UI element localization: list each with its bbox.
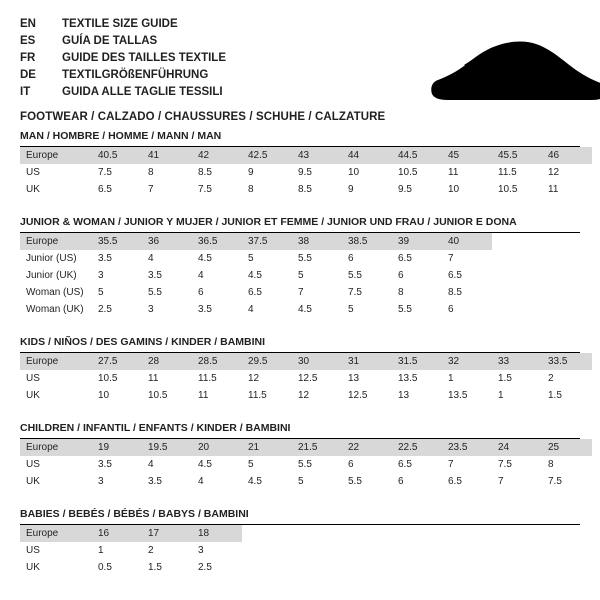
size-cell: 5.5 bbox=[348, 476, 362, 487]
table-row bbox=[20, 559, 242, 576]
size-cell: 1.5 bbox=[148, 562, 162, 573]
table-row bbox=[20, 370, 592, 387]
size-cell: 10.5 bbox=[148, 390, 168, 401]
size-cell: 7 bbox=[448, 459, 454, 470]
size-cell: 43 bbox=[292, 147, 342, 164]
size-cell: 4 bbox=[248, 304, 254, 315]
size-cell: 4 bbox=[148, 253, 154, 264]
size-cell: 45 bbox=[442, 147, 492, 164]
dress-shoe-icon bbox=[418, 38, 600, 108]
size-cell: 21.5 bbox=[292, 439, 342, 456]
size-cell: 12 bbox=[298, 390, 310, 401]
size-cell: 1 bbox=[498, 390, 504, 401]
size-cell: 18 bbox=[192, 525, 242, 542]
size-cell: 29.5 bbox=[242, 353, 292, 370]
size-cell: 3 bbox=[98, 476, 104, 487]
size-cell: 7.5 bbox=[198, 184, 212, 195]
size-cell: 30 bbox=[292, 353, 342, 370]
size-cell: 13 bbox=[348, 373, 360, 384]
row-label: Europe bbox=[20, 353, 92, 370]
page-header bbox=[20, 16, 580, 123]
size-cell: 9.5 bbox=[398, 184, 412, 195]
size-cell: 3.5 bbox=[148, 270, 162, 281]
size-table bbox=[20, 147, 592, 198]
size-cell: 8 bbox=[398, 287, 404, 298]
table-row bbox=[20, 353, 592, 370]
size-cell: 4 bbox=[198, 270, 204, 281]
size-cell: 3 bbox=[198, 545, 204, 556]
size-cell: 6 bbox=[348, 459, 354, 470]
size-cell: 2.5 bbox=[198, 562, 212, 573]
table-row bbox=[20, 250, 492, 267]
size-cell: 41 bbox=[142, 147, 192, 164]
size-cell: 10.5 bbox=[398, 167, 418, 178]
size-cell: 36 bbox=[142, 233, 192, 250]
size-cell: 3.5 bbox=[98, 253, 112, 264]
size-cell: 5.5 bbox=[298, 253, 312, 264]
row-label: US bbox=[26, 167, 40, 178]
size-cell: 11.5 bbox=[198, 373, 217, 384]
size-cell: 42.5 bbox=[242, 147, 292, 164]
size-cell: 46 bbox=[542, 147, 592, 164]
language-title: GUIDA ALLE TAGLIE TESSILI bbox=[62, 86, 223, 98]
size-cell: 6 bbox=[398, 270, 404, 281]
size-cell: 5 bbox=[298, 270, 304, 281]
size-cell: 5 bbox=[248, 459, 254, 470]
size-cell: 7.5 bbox=[548, 476, 562, 487]
size-cell: 4.5 bbox=[198, 459, 212, 470]
language-code: DE bbox=[20, 69, 36, 81]
size-cell: 8.5 bbox=[448, 287, 462, 298]
size-cell: 6.5 bbox=[448, 270, 462, 281]
size-cell: 5 bbox=[98, 287, 104, 298]
size-cell: 10 bbox=[348, 167, 360, 178]
table-row bbox=[20, 473, 592, 490]
size-cell: 28.5 bbox=[192, 353, 242, 370]
size-cell: 4 bbox=[148, 459, 154, 470]
size-cell: 33.5 bbox=[542, 353, 592, 370]
size-cell: 5 bbox=[248, 253, 254, 264]
size-cell: 8 bbox=[248, 184, 254, 195]
size-cell: 9 bbox=[348, 184, 354, 195]
size-cell: 45.5 bbox=[492, 147, 542, 164]
row-label: UK bbox=[26, 184, 40, 195]
size-cell: 6.5 bbox=[248, 287, 262, 298]
size-cell: 5 bbox=[348, 304, 354, 315]
table-row bbox=[20, 284, 492, 301]
size-cell: 6 bbox=[398, 476, 404, 487]
size-cell: 25 bbox=[542, 439, 592, 456]
size-cell: 2.5 bbox=[98, 304, 112, 315]
size-cell: 12 bbox=[548, 167, 560, 178]
size-cell: 5.5 bbox=[298, 459, 312, 470]
size-cell: 1 bbox=[98, 545, 104, 556]
table-row bbox=[20, 456, 592, 473]
size-cell: 8.5 bbox=[198, 167, 212, 178]
size-cell: 5.5 bbox=[348, 270, 362, 281]
row-label: Junior (US) bbox=[26, 253, 77, 264]
size-cell: 42 bbox=[192, 147, 242, 164]
size-cell: 4.5 bbox=[198, 253, 212, 264]
size-cell: 6.5 bbox=[398, 459, 412, 470]
size-cell: 7 bbox=[298, 287, 304, 298]
size-block bbox=[20, 508, 580, 576]
size-cell: 0.5 bbox=[98, 562, 112, 573]
size-table bbox=[20, 353, 592, 404]
language-row bbox=[20, 16, 580, 33]
size-block-title: JUNIOR & WOMAN / JUNIOR Y MUJER / JUNIOR ET FEMME / JUNIOR UND FRAU / JUNIOR E DONA bbox=[20, 216, 580, 233]
size-cell: 1.5 bbox=[498, 373, 512, 384]
size-cell: 11 bbox=[198, 390, 209, 401]
row-label: Woman (UK) bbox=[26, 304, 84, 315]
size-cell: 23.5 bbox=[442, 439, 492, 456]
size-cell: 28 bbox=[142, 353, 192, 370]
size-cell: 3.5 bbox=[98, 459, 112, 470]
size-cell: 11 bbox=[148, 373, 159, 384]
size-block-title: CHILDREN / INFANTIL / ENFANTS / KINDER / BAMBINI bbox=[20, 422, 580, 439]
table-row bbox=[20, 233, 492, 250]
size-cell: 31.5 bbox=[392, 353, 442, 370]
table-row bbox=[20, 267, 492, 284]
size-block bbox=[20, 216, 580, 318]
size-cell: 4.5 bbox=[248, 476, 262, 487]
size-cell: 32 bbox=[442, 353, 492, 370]
table-row bbox=[20, 181, 592, 198]
size-cell: 9 bbox=[248, 167, 254, 178]
row-label: UK bbox=[26, 476, 40, 487]
size-cell: 5 bbox=[298, 476, 304, 487]
size-cell: 22 bbox=[342, 439, 392, 456]
row-label: UK bbox=[26, 390, 40, 401]
size-cell: 11.5 bbox=[498, 167, 517, 178]
size-block-title: KIDS / NIÑOS / DES GAMINS / KINDER / BAMBINI bbox=[20, 336, 580, 353]
row-label: US bbox=[26, 459, 40, 470]
table-row bbox=[20, 439, 592, 456]
size-table bbox=[20, 439, 592, 490]
size-cell: 12.5 bbox=[348, 390, 368, 401]
size-cell: 5.5 bbox=[398, 304, 412, 315]
table-row bbox=[20, 525, 242, 542]
language-title: TEXTILGRÖßENFÜHRUNG bbox=[62, 69, 209, 81]
size-cell: 36.5 bbox=[192, 233, 242, 250]
size-cell: 4.5 bbox=[298, 304, 312, 315]
size-cell: 5.5 bbox=[148, 287, 162, 298]
size-cell: 4 bbox=[198, 476, 204, 487]
language-code: ES bbox=[20, 35, 36, 47]
size-cell: 31 bbox=[342, 353, 392, 370]
size-cell: 8 bbox=[148, 167, 154, 178]
size-cell: 27.5 bbox=[92, 353, 142, 370]
size-cell: 8 bbox=[548, 459, 554, 470]
size-cell: 24 bbox=[492, 439, 542, 456]
language-title: TEXTILE SIZE GUIDE bbox=[62, 18, 178, 30]
size-cell: 38 bbox=[292, 233, 342, 250]
size-cell: 11.5 bbox=[248, 390, 267, 401]
size-cell: 39 bbox=[392, 233, 442, 250]
size-cell: 12.5 bbox=[298, 373, 318, 384]
language-code: EN bbox=[20, 18, 36, 30]
size-block-title: MAN / HOMBRE / HOMME / MANN / MAN bbox=[20, 130, 580, 147]
size-cell: 9.5 bbox=[298, 167, 312, 178]
size-table bbox=[20, 525, 242, 576]
row-label: Junior (UK) bbox=[26, 270, 77, 281]
size-cell: 1 bbox=[448, 373, 454, 384]
row-label: UK bbox=[26, 562, 40, 573]
size-cell: 7.5 bbox=[498, 459, 512, 470]
row-label: Woman (US) bbox=[26, 287, 84, 298]
size-cell: 6 bbox=[348, 253, 354, 264]
size-cell: 3 bbox=[98, 270, 104, 281]
language-code: IT bbox=[20, 86, 31, 98]
size-cell: 7 bbox=[148, 184, 154, 195]
size-table bbox=[20, 233, 492, 318]
size-cell: 2 bbox=[148, 545, 154, 556]
size-cell: 7 bbox=[448, 253, 454, 264]
language-title: GUIDE DES TAILLES TEXTILE bbox=[62, 52, 226, 64]
size-cell: 11 bbox=[548, 184, 559, 195]
row-label: Europe bbox=[20, 147, 92, 164]
size-cell: 10 bbox=[448, 184, 460, 195]
size-cell: 8.5 bbox=[298, 184, 312, 195]
size-block-title: BABIES / BEBÉS / BÉBÉS / BABYS / BAMBINI bbox=[20, 508, 580, 525]
size-cell: 13.5 bbox=[398, 373, 418, 384]
size-cell: 4.5 bbox=[248, 270, 262, 281]
size-cell: 10 bbox=[98, 390, 110, 401]
table-row bbox=[20, 164, 592, 181]
size-block bbox=[20, 336, 580, 404]
size-cell: 3.5 bbox=[148, 476, 162, 487]
size-cell: 44 bbox=[342, 147, 392, 164]
size-cell: 10.5 bbox=[98, 373, 118, 384]
row-label: US bbox=[26, 545, 40, 556]
size-cell: 7.5 bbox=[98, 167, 112, 178]
language-title: GUÍA DE TALLAS bbox=[62, 35, 158, 47]
size-cell: 33 bbox=[492, 353, 542, 370]
size-block bbox=[20, 422, 580, 490]
row-label: Europe bbox=[20, 439, 92, 456]
size-cell: 3 bbox=[148, 304, 154, 315]
size-cell: 22.5 bbox=[392, 439, 442, 456]
table-row bbox=[20, 387, 592, 404]
size-cell: 40.5 bbox=[92, 147, 142, 164]
size-cell: 6.5 bbox=[98, 184, 112, 195]
row-label: Europe bbox=[20, 525, 92, 542]
size-cell: 11 bbox=[448, 167, 459, 178]
size-cell: 7.5 bbox=[348, 287, 362, 298]
size-cell: 19 bbox=[92, 439, 142, 456]
size-cell: 35.5 bbox=[92, 233, 142, 250]
size-cell: 40 bbox=[442, 233, 492, 250]
size-cell: 13.5 bbox=[448, 390, 468, 401]
row-label: US bbox=[26, 373, 40, 384]
size-cell: 13 bbox=[398, 390, 410, 401]
size-cell: 21 bbox=[242, 439, 292, 456]
size-cell: 6 bbox=[198, 287, 204, 298]
size-cell: 19.5 bbox=[142, 439, 192, 456]
size-cell: 6 bbox=[448, 304, 454, 315]
size-cell: 10.5 bbox=[498, 184, 518, 195]
size-cell: 38.5 bbox=[342, 233, 392, 250]
size-block bbox=[20, 130, 580, 198]
size-tables-container bbox=[20, 130, 580, 576]
size-cell: 37.5 bbox=[242, 233, 292, 250]
size-cell: 2 bbox=[548, 373, 554, 384]
size-cell: 6.5 bbox=[448, 476, 462, 487]
size-cell: 44.5 bbox=[392, 147, 442, 164]
size-cell: 12 bbox=[248, 373, 260, 384]
table-row bbox=[20, 147, 592, 164]
table-row bbox=[20, 542, 242, 559]
size-cell: 16 bbox=[92, 525, 142, 542]
size-cell: 20 bbox=[192, 439, 242, 456]
footwear-section-title: FOOTWEAR / CALZADO / CHAUSSURES / SCHUHE / CALZATURE bbox=[20, 111, 386, 123]
size-cell: 1.5 bbox=[548, 390, 562, 401]
row-label: Europe bbox=[20, 233, 92, 250]
language-code: FR bbox=[20, 52, 36, 64]
size-cell: 7 bbox=[498, 476, 504, 487]
size-cell: 3.5 bbox=[198, 304, 212, 315]
size-cell: 17 bbox=[142, 525, 192, 542]
table-row bbox=[20, 301, 492, 318]
size-cell: 6.5 bbox=[398, 253, 412, 264]
